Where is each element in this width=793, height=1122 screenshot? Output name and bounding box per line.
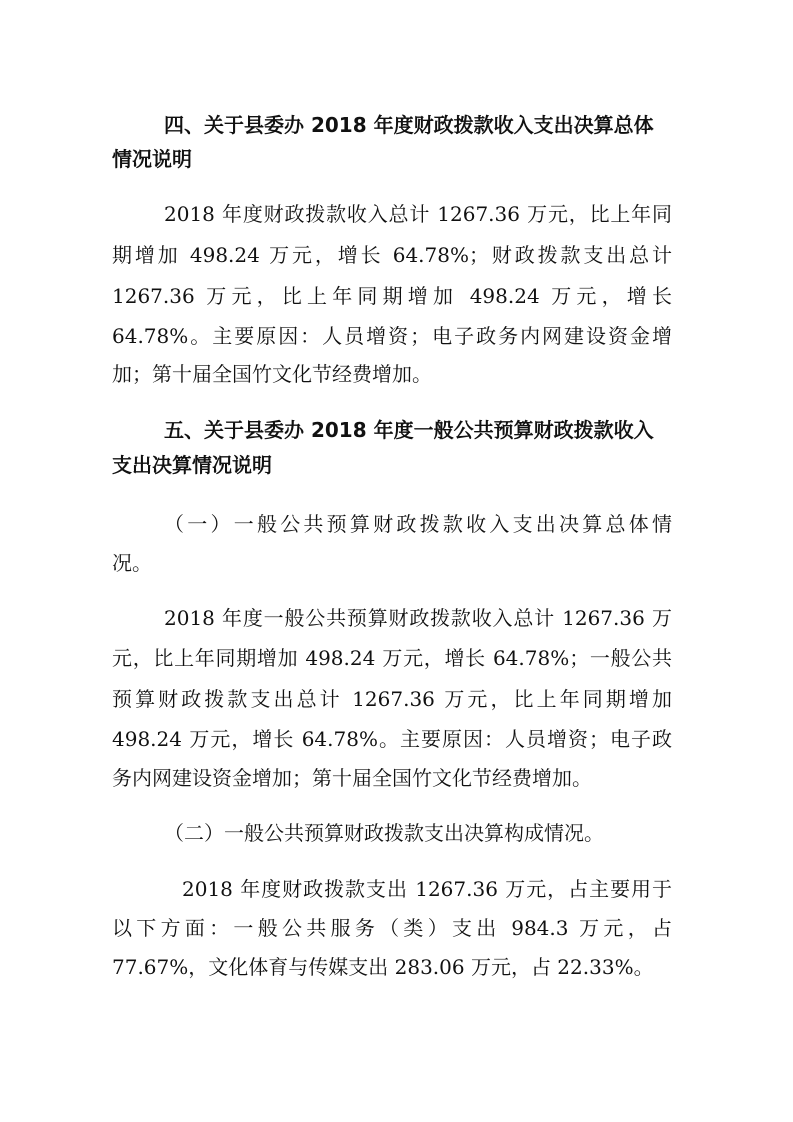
- section-4-paragraph-line-1: 2018 年度财政拨款收入总计 1267.36 万元，比上年同: [164, 202, 672, 226]
- subsection-2-heading: （二）一般公共预算财政拨款支出决算构成情况。: [164, 821, 604, 845]
- section-4-heading-line-2: 情况说明: [112, 147, 192, 171]
- section-4-paragraph-line-3: 1267.36 万元，比上年同期增加 498.24 万元，增长: [112, 284, 672, 308]
- section-4-heading-line-1: 四、关于县委办 2018 年度财政拨款收入支出决算总体: [164, 113, 654, 137]
- subsection-1-heading-line-2: 况。: [112, 551, 152, 575]
- section-5-heading-line-2: 支出决算情况说明: [112, 453, 272, 477]
- section-5-paragraph-line-1: 2018 年度一般公共预算财政拨款收入总计 1267.36 万: [164, 606, 672, 630]
- section-5-paragraph-line-4: 498.24 万元，增长 64.78%。主要原因：人员增资；电子政: [112, 727, 672, 751]
- section-4-paragraph-line-2: 期增加 498.24 万元，增长 64.78%；财政拨款支出总计: [112, 243, 672, 267]
- section-5-paragraph-2-line-1: 2018 年度财政拨款支出 1267.36 万元，占主要用于: [182, 877, 672, 901]
- section-5-heading-line-1: 五、关于县委办 2018 年度一般公共预算财政拨款收入: [164, 418, 654, 442]
- section-4-paragraph-line-4: 64.78%。主要原因：人员增资；电子政务内网建设资金增: [112, 324, 672, 348]
- section-5-paragraph-2-line-2: 以下方面：一般公共服务（类）支出 984.3 万元，占: [112, 916, 672, 940]
- section-5-paragraph-2-line-3: 77.67%，文化体育与传媒支出 283.06 万元，占 22.33%。: [112, 955, 654, 979]
- subsection-1-heading-line-1: （一）一般公共预算财政拨款收入支出决算总体情: [164, 512, 672, 536]
- section-5-paragraph-line-5: 务内网建设资金增加；第十届全国竹文化节经费增加。: [112, 766, 592, 790]
- section-4-paragraph-line-5: 加；第十届全国竹文化节经费增加。: [112, 362, 432, 386]
- section-5-paragraph-line-2: 元，比上年同期增加 498.24 万元，增长 64.78%；一般公共: [112, 646, 672, 670]
- section-5-paragraph-line-3: 预算财政拨款支出总计 1267.36 万元，比上年同期增加: [112, 687, 672, 711]
